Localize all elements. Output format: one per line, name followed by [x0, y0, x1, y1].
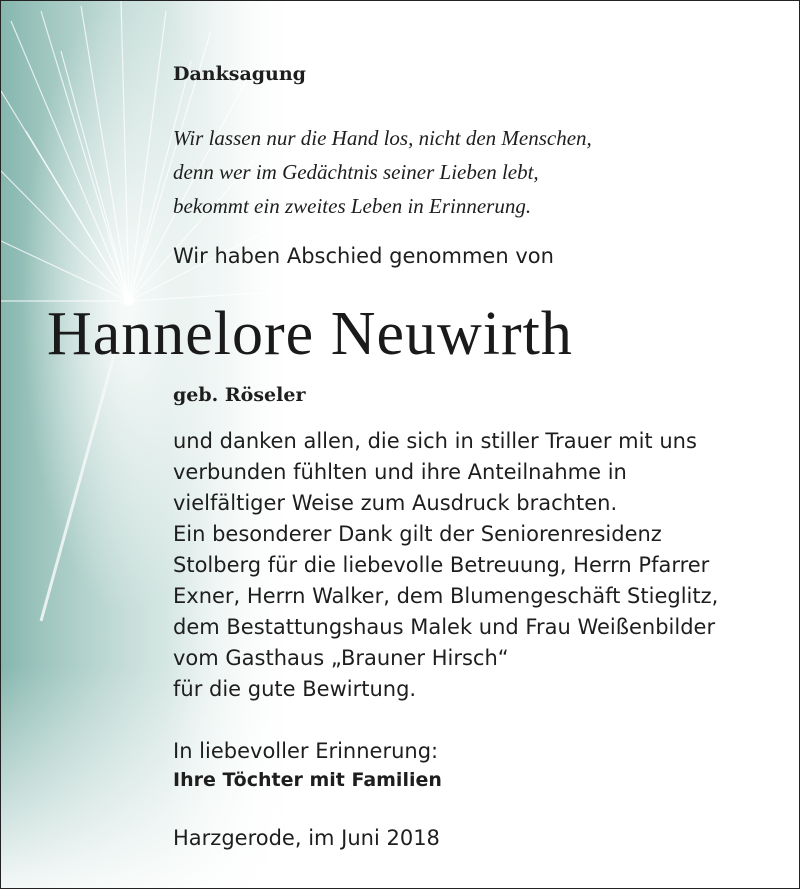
thanks-line: Stolberg für die liebevolle Betreuung, Herrn Pfarrer — [173, 553, 710, 577]
thanks-line: vom Gasthaus „Brauner Hirsch“ — [173, 646, 509, 670]
thanks-line: verbunden fühlten und ihre Anteilnahme in — [173, 460, 627, 484]
thanks-line: Exner, Herrn Walker, dem Blumengeschäft Stieglitz, — [173, 584, 719, 608]
deceased-name: Hannelore Neuwirth — [47, 300, 573, 368]
maiden-name: geb. Röseler — [173, 384, 306, 406]
quote-line: Wir lassen nur die Hand los, nicht den Menschen, — [173, 126, 592, 150]
thanks-line: Ein besonderer Dank gilt der Seniorenresidenz — [173, 522, 662, 546]
notice-heading: Danksagung — [173, 63, 306, 85]
thanks-line: und danken allen, die sich in stiller Trauer mit uns — [173, 429, 697, 453]
thanks-text — [173, 426, 718, 705]
place-date: Harzgerode, im Juni 2018 — [173, 826, 440, 850]
quote-line: denn wer im Gedächtnis seiner Lieben lebt, — [173, 160, 539, 184]
memorial-quote — [173, 121, 592, 223]
intro-text: Wir haben Abschied genommen von — [173, 244, 554, 268]
thanks-line: vielfältiger Weise zum Ausdruck brachten. — [173, 491, 618, 515]
closing-text: In liebevoller Erinnerung: — [173, 739, 439, 763]
thanks-line: für die gute Bewirtung. — [173, 677, 417, 701]
thanks-line: dem Bestattungshaus Malek und Frau Weißenbilder — [173, 615, 716, 639]
quote-line: bekommt ein zweites Leben in Erinnerung. — [173, 194, 532, 218]
signed-by: Ihre Töchter mit Familien — [173, 769, 442, 791]
